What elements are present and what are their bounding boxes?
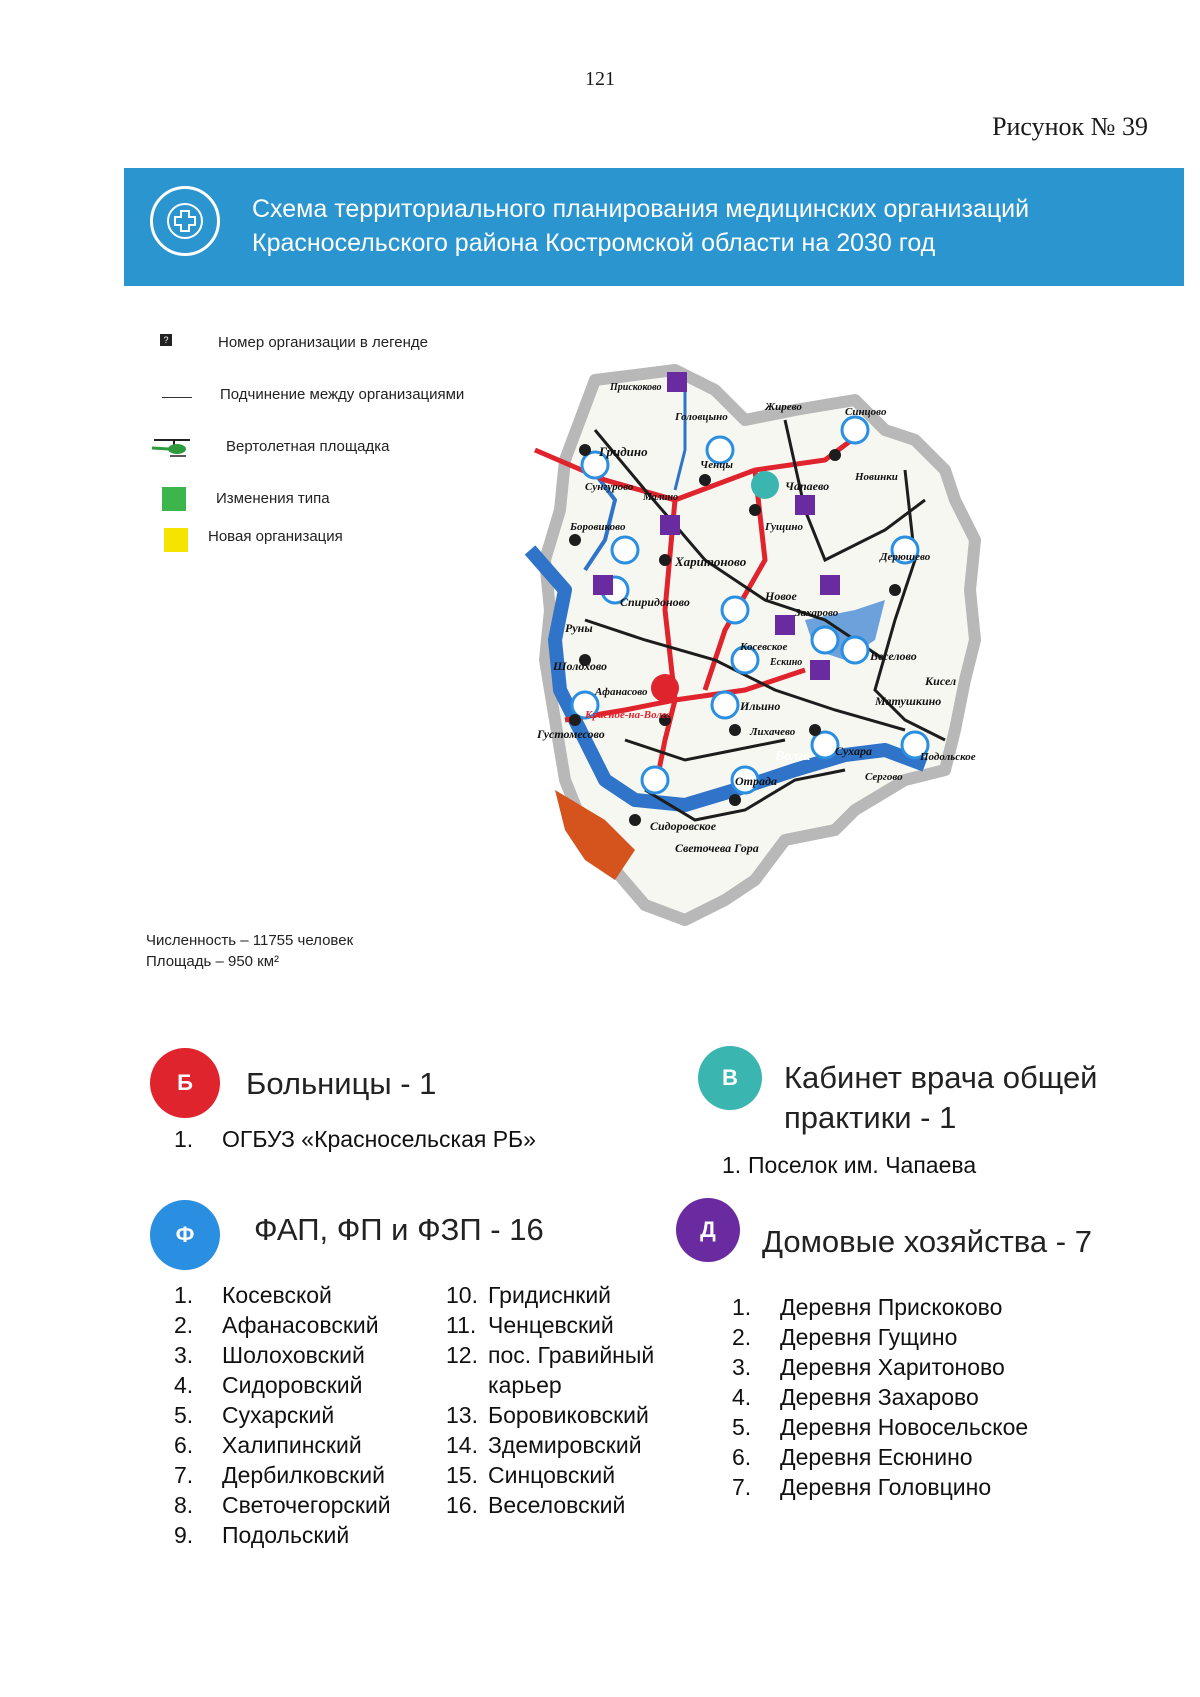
map-label: Ильино [740, 699, 781, 713]
type-change-icon [162, 487, 186, 511]
map-label: Отрада [735, 774, 777, 788]
list-item: 8. Светочегорский [174, 1492, 391, 1518]
household-badge: Д [676, 1198, 740, 1262]
household-marker [660, 515, 680, 535]
map-label: Прискоково [610, 382, 662, 393]
legend-label: Изменения типа [216, 490, 330, 507]
number-marker-icon: ? [160, 334, 172, 346]
fap-list-col2 [446, 1280, 696, 1520]
legend-label: Новая организация [208, 528, 343, 545]
legend-label: Вертолетная площадка [226, 438, 390, 455]
map-label: Дерюшево [880, 551, 931, 563]
fap-marker [642, 767, 668, 793]
map-label: Чапаево [785, 479, 830, 493]
map-label: Ченцы [700, 459, 733, 471]
map-label: Сидоровское [650, 819, 717, 833]
list-item: 1. Деревня Прискоково [732, 1294, 1003, 1320]
district-stats [146, 930, 353, 972]
list-item: 2. Деревня Гущино [732, 1324, 958, 1350]
medical-cross-icon [150, 186, 220, 256]
map-label: Матушкино [875, 694, 942, 708]
banner-title [252, 192, 1162, 260]
list-item: 7. Деревня Головцино [732, 1474, 992, 1500]
settlement-marker [889, 584, 901, 596]
list-item: 7. Дербилковский [174, 1462, 385, 1488]
map-label: Лихачево [750, 726, 796, 738]
settlement-marker [569, 714, 581, 726]
settlement-marker [749, 504, 761, 516]
list-item: 5. Сухарский [174, 1402, 335, 1428]
gp-office-title-line1: Кабинет врача общей [784, 1060, 1098, 1095]
households-list [732, 1292, 1028, 1502]
household-marker [593, 575, 613, 595]
map-label: Гущино [765, 521, 803, 533]
legend-label: Номер организации в легенде [218, 334, 428, 351]
map-label: Руны [565, 621, 593, 635]
figure-label: Рисунок № 39 [992, 112, 1148, 141]
map-label: Гридино [599, 444, 648, 459]
list-item: 1. Поселок им. Чапаева [722, 1152, 977, 1178]
map-label: Синцово [845, 406, 887, 418]
page-number: 121 [585, 68, 615, 90]
fap-marker [842, 637, 868, 663]
map-label: Харитоново [675, 554, 747, 569]
map-label: Подольское [920, 751, 976, 763]
area-text: Площадь – 950 км² [146, 953, 280, 970]
gp-office-title [784, 1058, 1098, 1138]
map-label: Спиридоново [620, 595, 690, 609]
population-text: Численность – 11755 человек [146, 932, 354, 949]
map-label: Боровиково [570, 521, 626, 533]
fap-title: ФАП, ФП и ФЗП - 16 [254, 1212, 544, 1247]
list-item: 1. ОГБУЗ «Красносельская РБ» [174, 1126, 536, 1152]
map-label: Ескино [770, 657, 803, 668]
settlement-marker [729, 724, 741, 736]
map-label: Сергово [865, 771, 903, 783]
map-label: Красное-на-Волге [585, 709, 671, 721]
helicopter-icon [150, 436, 194, 460]
list-item: 13. Боровиковский [446, 1402, 649, 1428]
map-label: Шолохово [553, 659, 608, 673]
settlement-marker [699, 474, 711, 486]
hospitals-list [174, 1124, 536, 1154]
map-label: Косевское [740, 641, 788, 653]
settlement-marker [629, 814, 641, 826]
map-label: Афанасово [595, 686, 648, 698]
district-map [525, 360, 1095, 960]
household-marker [810, 660, 830, 680]
list-item: 4. Деревня Захарово [732, 1384, 979, 1410]
settlement-marker [579, 444, 591, 456]
hospital-badge: Б [150, 1048, 220, 1118]
map-label: Жирево [765, 401, 802, 413]
hospital-marker [651, 674, 679, 702]
map-label: Сухара [835, 744, 873, 758]
list-item: 5. Деревня Новосельское [732, 1414, 1029, 1440]
legend-label: Подчинение между организациями [220, 386, 465, 403]
map-label: Головцыно [675, 411, 728, 423]
list-item: 3. Шолоховский [174, 1342, 365, 1368]
fap-marker [842, 417, 868, 443]
banner-title-line2: Красносельского района Костромской области на 2030 год [252, 229, 936, 257]
map-label: Новинки [855, 471, 898, 483]
list-item: 9. Подольский [174, 1522, 350, 1548]
fap-marker [812, 627, 838, 653]
household-marker [775, 615, 795, 635]
household-marker [667, 372, 687, 392]
gp-office-badge: В [698, 1046, 762, 1110]
fap-marker [612, 537, 638, 563]
fap-marker [722, 597, 748, 623]
map-label: Волга [775, 749, 811, 764]
list-item: 1. Косевской [174, 1282, 332, 1308]
map-label: Густомесово [537, 727, 605, 741]
settlement-marker [809, 724, 821, 736]
list-item: 11. Ченцевский [446, 1312, 614, 1338]
list-item: 14. Здемировский [446, 1432, 642, 1458]
map-label: Сунгурово [585, 481, 634, 493]
list-item: 16. Веселовский [446, 1492, 626, 1518]
list-item: 15. Синцовский [446, 1462, 616, 1488]
map-label: Светочева Гора [675, 841, 759, 855]
households-title: Домовые хозяйства - 7 [762, 1224, 1092, 1259]
list-item: 12. пос. Гравийный карьер [446, 1342, 655, 1398]
map-label: Малино [643, 492, 678, 503]
subordination-line-icon [162, 397, 192, 398]
map-label: Захарово [795, 607, 839, 619]
banner-title-line1: Схема территориального планирования медицинских организаций [252, 195, 1030, 223]
settlement-marker [569, 534, 581, 546]
gp-office-title-line2: практики - 1 [784, 1100, 957, 1135]
fap-list-col1 [174, 1280, 391, 1550]
hospitals-title: Больницы - 1 [246, 1066, 437, 1101]
list-item: 4. Сидоровский [174, 1372, 363, 1398]
map-label: Новое [765, 589, 797, 603]
household-marker [795, 495, 815, 515]
list-item: 3. Деревня Харитоново [732, 1354, 1005, 1380]
list-item: 6. Деревня Есюнино [732, 1444, 973, 1470]
fap-badge: Ф [150, 1200, 220, 1270]
household-marker [820, 575, 840, 595]
list-item: 6. Халипинский [174, 1432, 362, 1458]
new-organization-icon [164, 528, 188, 552]
settlement-marker [659, 554, 671, 566]
gp-office-list [722, 1150, 976, 1180]
map-label: Веселово [870, 649, 917, 663]
map-label: Кисел [925, 674, 957, 688]
list-item: 10. Гридиснкий [446, 1282, 612, 1308]
gp-office-marker [751, 471, 779, 499]
settlement-marker [729, 794, 741, 806]
list-item: 2. Афанасовский [174, 1312, 379, 1338]
fap-marker [712, 692, 738, 718]
settlement-marker [829, 449, 841, 461]
